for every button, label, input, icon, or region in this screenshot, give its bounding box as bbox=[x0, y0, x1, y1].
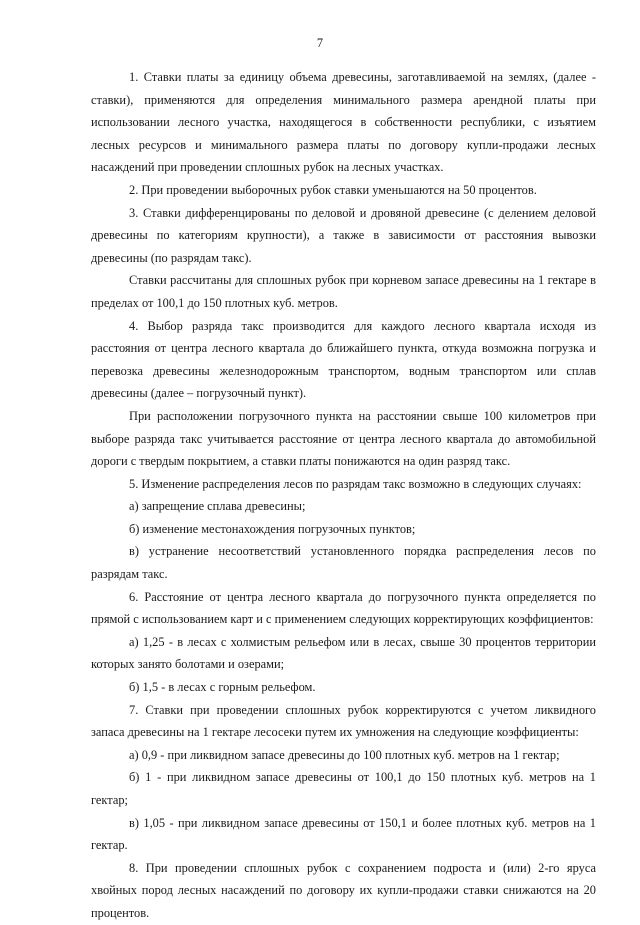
page-number: 7 bbox=[316, 36, 324, 50]
paragraph-3: 3. Ставки дифференцированы по деловой и дровяной древесине (с делением деловой древесины по категориям крупности), а также в зависимости от расстояния вывозки древесины (по разрядам такс). bbox=[91, 205, 596, 265]
paragraph-7-item-c: в) 1,05 - при ликвидном запасе древесины от 150,1 и более плотных куб. метров на 1 гектар. bbox=[91, 815, 596, 853]
paragraph-5-item-b: б) изменение местонахождения погрузочных пунктов; bbox=[129, 521, 416, 536]
paragraph-2: 2. При проведении выборочных рубок ставки уменьшаются на 50 процентов. bbox=[129, 182, 537, 197]
paragraph-3-note: Ставки рассчитаны для сплошных рубок при корневом запасе древесины на 1 гектаре в пределах от 100,1 до 150 плотных куб. метров. bbox=[91, 273, 596, 310]
paragraph-4: 4. Выбор разряда такс производится для каждого лесного квартала исходя из расстояния от центра лесного квартала до ближайшего пункта, откуда возможна погрузка и перевозка древесины железнодорожным транспортом, водным транспортом или сплав древесины (далее – погрузочный пункт). bbox=[91, 318, 596, 401]
paragraph-5: 5. Изменение распределения лесов по разрядам такс возможно в следующих случаях: bbox=[129, 476, 582, 491]
paragraph-5-item-a: а) запрещение сплава древесины; bbox=[129, 499, 306, 514]
paragraph-7-item-b: б) 1 - при ликвидном запасе древесины от 100,1 до 150 плотных куб. метров на 1 гектар; bbox=[91, 770, 596, 807]
paragraph-7-item-a: а) 0,9 - при ликвидном запасе древесины до 100 плотных куб. метров на 1 гектар; bbox=[129, 747, 560, 762]
paragraph-6-item-a: а) 1,25 - в лесах с холмистым рельефом или в лесах, свыше 30 процентов территории которых занято болотами и озерами; bbox=[91, 634, 596, 672]
paragraph-6: 6. Расстояние от центра лесного квартала до погрузочного пункта определяется по прямой с использованием карт и с применением следующих корректирующих коэффициентов: bbox=[91, 589, 596, 627]
paragraph-1: 1. Ставки платы за единицу объема древесины, заготавливаемой на землях, (далее - ставки), применяются для определения минимального размера арендной платы при использовании лесного участка, находящегося в собственности республики, с изъятием лесных ресурсов и минимального размера платы по договору купли-продажи лесных насаждений при проведении сплошных рубок на лесных участках. bbox=[91, 70, 596, 175]
paragraph-4-note: При расположении погрузочного пункта на расстоянии свыше 100 километров при выборе разряда такс учитывается расстояние от центра лесного квартала до автомобильной дороги с твердым покрытием, а ставки платы понижаются на один разряд такс. bbox=[91, 408, 596, 469]
paragraph-7: 7. Ставки при проведении сплошных рубок корректируются с учетом ликвидного запаса древесины на 1 гектаре лесосеки путем их умножения на следующие коэффициенты: bbox=[91, 702, 596, 740]
document-body bbox=[91, 66, 596, 925]
paragraph-6-item-b: б) 1,5 - в лесах с горным рельефом. bbox=[129, 680, 316, 695]
paragraph-5-item-c: в) устранение несоответствий установленного порядка распределения лесов по разрядам такс. bbox=[91, 544, 596, 582]
paragraph-8: 8. При проведении сплошных рубок с сохранением подроста и (или) 2-го яруса хвойных пород лесных насаждений по договору их купли-продажи ставки снижаются на 20 процентов. bbox=[91, 860, 596, 920]
